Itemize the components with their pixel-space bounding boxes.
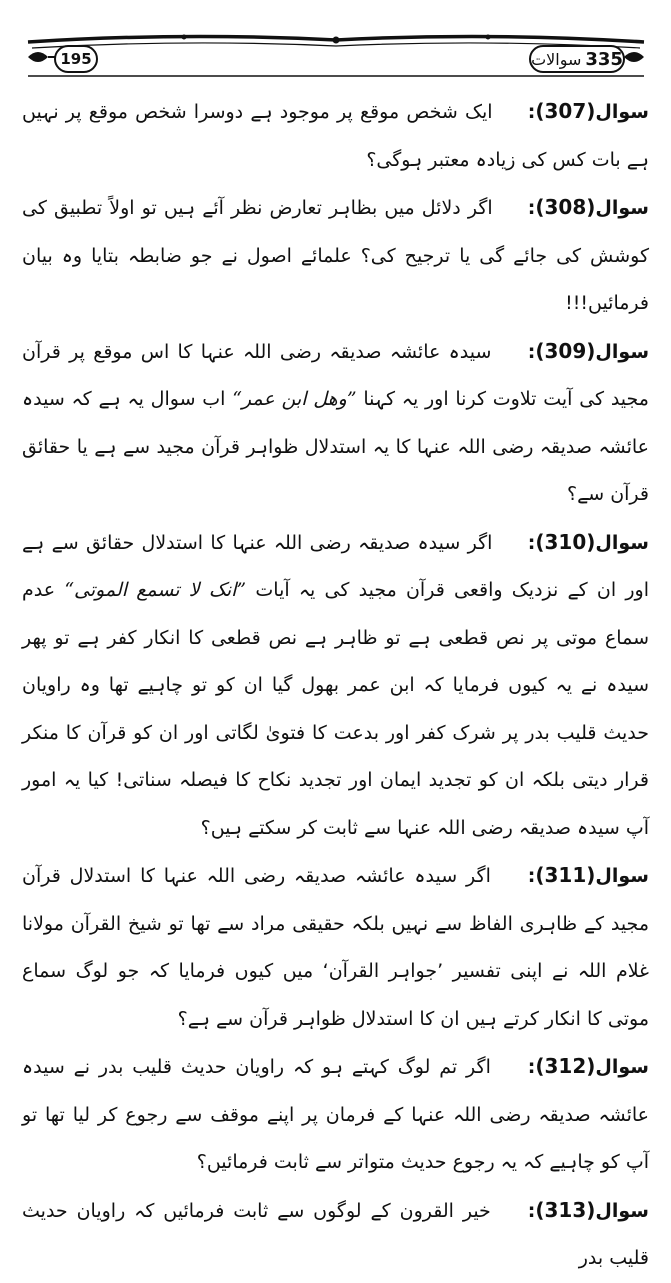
quranic-quote: ”وھل ابن عمر“: [232, 388, 357, 410]
question-label: سوال(313):: [527, 1197, 649, 1222]
quranic-quote: ”انک لا تسمع الموتی“: [64, 579, 247, 601]
book-title-badge: [529, 45, 625, 73]
question-309: [22, 328, 649, 519]
question-312: [22, 1043, 649, 1187]
question-number: (309): [535, 338, 596, 363]
question-number: (310): [535, 529, 596, 554]
question-text: سیدہ عائشہ صدیقہ رضی اللہ عنہا کا اس موقع پر قرآن مجید کی آیت تلاوت کرنا اور یہ کہنا: [22, 340, 649, 410]
question-number: (308): [535, 195, 596, 219]
questions-list: [22, 88, 649, 1283]
question-text: عدم سماع موتی پر نص قطعی ہے تو ظاہر ہے نص قطعی کا انکار کفر ہے تو پھر سیدہ نے یہ کیوں فرمایا کہ ابن عمر بھول گیا ان کو تو چاہیے تھا وہ راویان حدیث قلیب بدر پر شرک کفر اور بدعت کا فتویٰ لگاتی اور ان کو قرآن کا منکر قرار دیتی بلکہ ان کو تجدید ایمان اور تجدید نکاح کا فیصلہ سناتی! کیا یہ امور آپ سیدہ صدیقہ رضی اللہ عنہا سے ثابت کر سکتے ہیں؟: [22, 579, 649, 839]
question-label: سوال(309):: [527, 338, 650, 363]
question-label: سوال(307):: [527, 99, 649, 123]
question-text: ایک شخص موقع پر موجود ہے دوسرا شخص موقع پر نہیں ہے بات کس کی زیادہ معتبر ہوگی؟: [22, 101, 649, 171]
question-label: سوال(312):: [527, 1054, 649, 1078]
question-313: [22, 1187, 649, 1283]
question-310: [22, 519, 649, 853]
question-text: اگر سیدہ صدیقہ رضی اللہ عنہا کا استدلال حقائق سے ہے اور ان کے نزدیک واقعی قرآن مجید کی یہ آیات: [22, 531, 650, 601]
book-title-word: سوالات: [531, 49, 582, 69]
question-label: سوال(311):: [527, 863, 649, 887]
question-308: [22, 184, 649, 328]
question-label: سوال(308):: [527, 195, 649, 219]
question-307: [22, 88, 649, 184]
page-number: 195: [60, 50, 92, 68]
question-number: (307): [535, 99, 596, 123]
question-number: (311): [535, 863, 596, 887]
question-311: [22, 852, 649, 1043]
question-text: اگر تم لوگ کہتے ہو کہ راویان حدیث قلیب بدر نے سیدہ عائشہ صدیقہ رضی اللہ عنہا کے فرمان پر اپنے موقف سے رجوع کر لیا تھا تو آپ کو چاہیے کہ یہ رجوع حدیث متواتر سے ثابت فرمائیں؟: [22, 1056, 649, 1173]
book-title-number: 335: [585, 48, 623, 70]
question-number: (312): [535, 1054, 596, 1078]
question-text: اب سوال یہ ہے کہ سیدہ عائشہ صدیقہ رضی اللہ عنہا کا یہ استدلال ظواہر قرآن مجید سے ہے یا حقائق قرآن سے؟: [22, 388, 649, 505]
question-text: خیر القرون کے لوگوں سے ثابت فرمائیں کہ راویان حدیث قلیب بدر: [22, 1199, 649, 1269]
question-label: سوال(310):: [527, 529, 649, 554]
page-number-badge: [54, 45, 98, 73]
question-text: اگر سیدہ عائشہ صدیقہ رضی اللہ عنہا کا استدلال قرآن مجید کے ظاہری الفاظ سے نہیں بلکہ حقیقی مراد سے تھا تو شیخ القرآن مولانا غلام اللہ نے اپنی تفسیر ’جواہر القرآن‘ میں کیوں فرمایا کہ جو لوگ سماع موتی کا انکار کرتے ہیں ان کا استدلال ظواہر قرآن سے ہے؟: [22, 865, 649, 1030]
page-header: [24, 30, 648, 88]
question-number: (313): [535, 1197, 596, 1222]
question-text: اگر دلائل میں بظاہر تعارض نظر آئے ہیں تو اولاً تطبیق کی کوشش کی جائے گی یا ترجیح کی؟ علمائے اصول نے جو ضابطہ بتایا وہ بیان فرمائیں!!!: [22, 197, 649, 314]
